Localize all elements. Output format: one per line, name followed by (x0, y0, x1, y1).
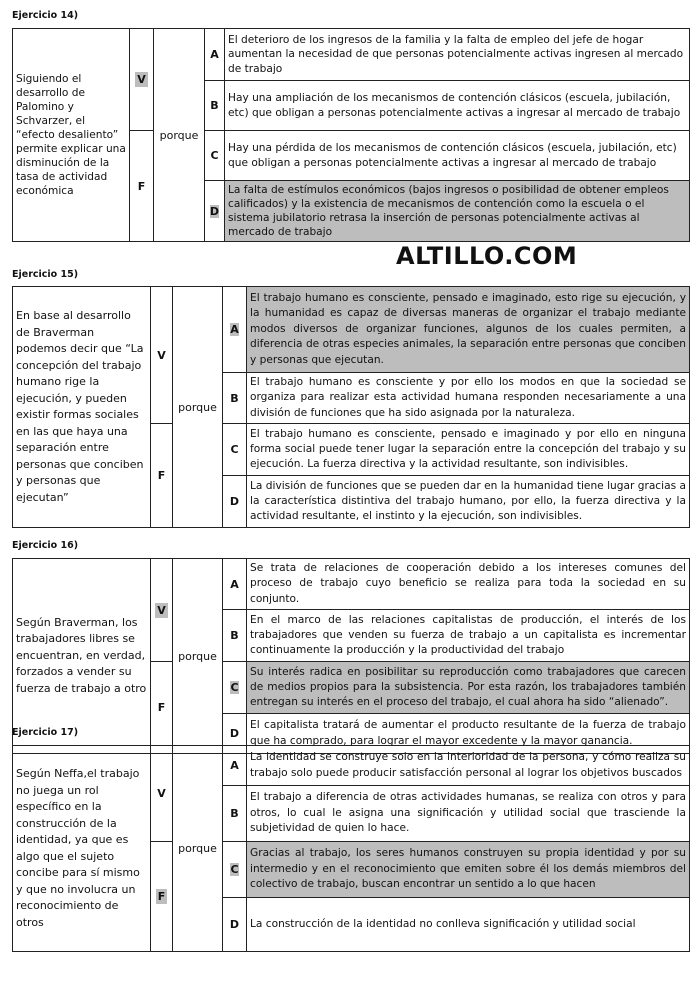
option-text: El deterioro de los ingresos de la familia y la falta de empleo del jefe de hogar aumentan la necesidad de que personas potencialmente activas ingresen al mercado de trabajo (225, 29, 690, 81)
option-letter-selected[interactable] (223, 662, 247, 714)
true-label: V (157, 348, 166, 362)
exercise-title: Ejercicio 17) (12, 727, 79, 738)
option-text: El capitalista tratará de aumentar el producto resultante de la fuerza de trabajo que ha comprado, para lograr el mayor excedente y la mayor ganancia. (247, 714, 690, 754)
option-letter[interactable]: C (205, 131, 225, 181)
option-text-selected: La falta de estímulos económicos (bajos ingresos o posibilidad de obtener empleos calificados) y la existencia de mecanismos de contención como la escuela o el sistema jubilatorio retrasa la inserción de personas potencialmente activas al mercado de trabajo (225, 181, 690, 242)
option-letter[interactable]: D (223, 476, 247, 528)
selected-letter: D (209, 204, 220, 218)
false-option[interactable] (151, 842, 173, 952)
exercise-17-table (12, 745, 690, 952)
exercise-title: Ejercicio 16) (12, 540, 79, 551)
true-option[interactable] (151, 559, 173, 662)
statement: Siguiendo el desarrollo de Palomino y Schvarzer, el “efecto desaliento” permite explicar una disminución de la tasa de actividad económica (13, 29, 130, 242)
true-option[interactable] (130, 29, 154, 131)
porque-label: porque (173, 559, 223, 754)
porque-label: porque (154, 29, 205, 242)
option-letter[interactable]: B (205, 81, 225, 131)
true-label: V (157, 603, 166, 617)
option-letter[interactable]: D (223, 714, 247, 754)
option-letter[interactable]: C (223, 424, 247, 476)
false-label: F (137, 179, 146, 193)
porque-label: porque (173, 746, 223, 952)
true-option[interactable] (151, 746, 173, 842)
selected-letter: C (230, 863, 239, 876)
option-text-selected: Su interés radica en posibilitar su reproducción como trabajadores que carecen de medios propios para la subsistencia. Por esta razón, los trabajadores también entregan su interés en el proceso del trabajo, el cual ahora ha sido “alienado”. (247, 662, 690, 714)
false-option[interactable] (151, 662, 173, 754)
false-option[interactable] (151, 424, 173, 528)
option-text: La identidad se construye solo en la interioridad de la persona, y cómo realiza su trabajo solo puede producir satisfacción personal al lograr los objetivos buscados (247, 746, 690, 786)
true-label: V (157, 787, 166, 800)
false-option[interactable] (130, 131, 154, 242)
option-text: Hay una pérdida de los mecanismos de contención clásicos (escuela, jubilación, etc) que obligan a personas potencialmente activas a ingresar al mercado de trabajo (225, 131, 690, 181)
option-text: El trabajo humano es consciente y por ello los modos en que la sociedad se organiza para realizar esta actividad humana responden necesariamente a una división de funciones que ha sido asignada por la naturaleza. (247, 373, 690, 424)
statement: En base al desarrollo de Braverman podemos decir que “La concepción del trabajo humano rige la ejecución, y pueden existir formas sociales en las que haya una separación entre personas que conciben y personas que ejecutan” (13, 287, 151, 528)
option-letter[interactable]: D (223, 898, 247, 952)
selected-letter: A (230, 323, 239, 336)
false-label: F (157, 890, 166, 903)
option-text: En el marco de las relaciones capitalistas de producción, el interés de los trabajadores que venden su fuerza de trabajo a un capitalista es incrementar continuamente la producción y la productividad del trabajo (247, 610, 690, 662)
option-letter[interactable]: A (223, 746, 247, 786)
exercise-14-table (12, 28, 690, 242)
option-letter[interactable]: A (205, 29, 225, 81)
option-text: Hay una ampliación de los mecanismos de contención clásicos (escuela, jubilación, etc) que obligan a personas potencialmente activas a ingresar al mercado de trabajo (225, 81, 690, 131)
option-text-selected: El trabajo humano es consciente, pensado e imaginado, esto rige su ejecución, y la humanidad es capaz de diversas maneras de organizar el trabajo mediante modos diversos de organizar funciones, algunos de los cuales permiten, a diferencia de otras especies animales, la separación entre personas que conciben y personas que ejecutan. (247, 287, 690, 373)
selected-letter: C (230, 681, 239, 695)
statement: Según Braverman, los trabajadores libres se encuentran, en verdad, forzados a vender su fuerza de trabajo a otro (13, 559, 151, 754)
exercise-16-table (12, 558, 690, 754)
exercise-15-table (12, 286, 690, 528)
option-letter-selected[interactable] (205, 181, 225, 242)
porque-label: porque (173, 287, 223, 528)
false-label: F (157, 469, 166, 483)
true-option[interactable] (151, 287, 173, 424)
option-letter-selected[interactable] (223, 287, 247, 373)
option-letter[interactable]: A (223, 559, 247, 610)
option-text: Se trata de relaciones de cooperación debido a los intereses comunes del proceso de trabajo cuyo beneficio se realiza para toda la sociedad en su conjunto. (247, 559, 690, 610)
false-label: F (157, 701, 166, 715)
option-text: La construcción de la identidad no conlleva significación y utilidad social (247, 898, 690, 952)
option-letter-selected[interactable] (223, 842, 247, 898)
exercise-title: Ejercicio 15) (12, 269, 79, 280)
option-text: La división de funciones que se pueden dar en la humanidad tiene lugar gracias a la característica distintiva del trabajo humano, por ello, la fuerza directiva y la actividad resultante, el instinto y la ejecución, son indivisibles. (247, 476, 690, 528)
option-letter[interactable]: B (223, 610, 247, 662)
option-text-selected: Gracias al trabajo, los seres humanos construyen su propia identidad y por su intermedio y en el reconocimiento que emiten sobre él los demás miembros del colectivo de trabajo, buscan encontrar un sentido a lo que hacen (247, 842, 690, 898)
statement: Según Neffa,el trabajo no juega un rol específico en la construcción de la identidad, ya que es algo que el sujeto concibe para sí mismo y que no involucra un reconocimiento de otros (13, 746, 151, 952)
option-text: El trabajo a diferencia de otras actividades humanas, se realiza con otros y para otros, lo cual le asigna una significación y utilidad social que trasciende la subjetividad de quien lo hace. (247, 786, 690, 842)
option-letter[interactable]: B (223, 786, 247, 842)
exercise-title: Ejercicio 14) (12, 10, 79, 21)
option-text: El trabajo humano es consciente, pensado e imaginado y por ello en ninguna forma social puede tener lugar la separación entre la concepción del trabajo y su ejecución. La fuerza directiva y la actividad resultante, son indivisibles. (247, 424, 690, 476)
option-letter[interactable]: B (223, 373, 247, 424)
watermark: ALTILLO.COM (396, 242, 578, 270)
true-label: V (137, 73, 146, 86)
